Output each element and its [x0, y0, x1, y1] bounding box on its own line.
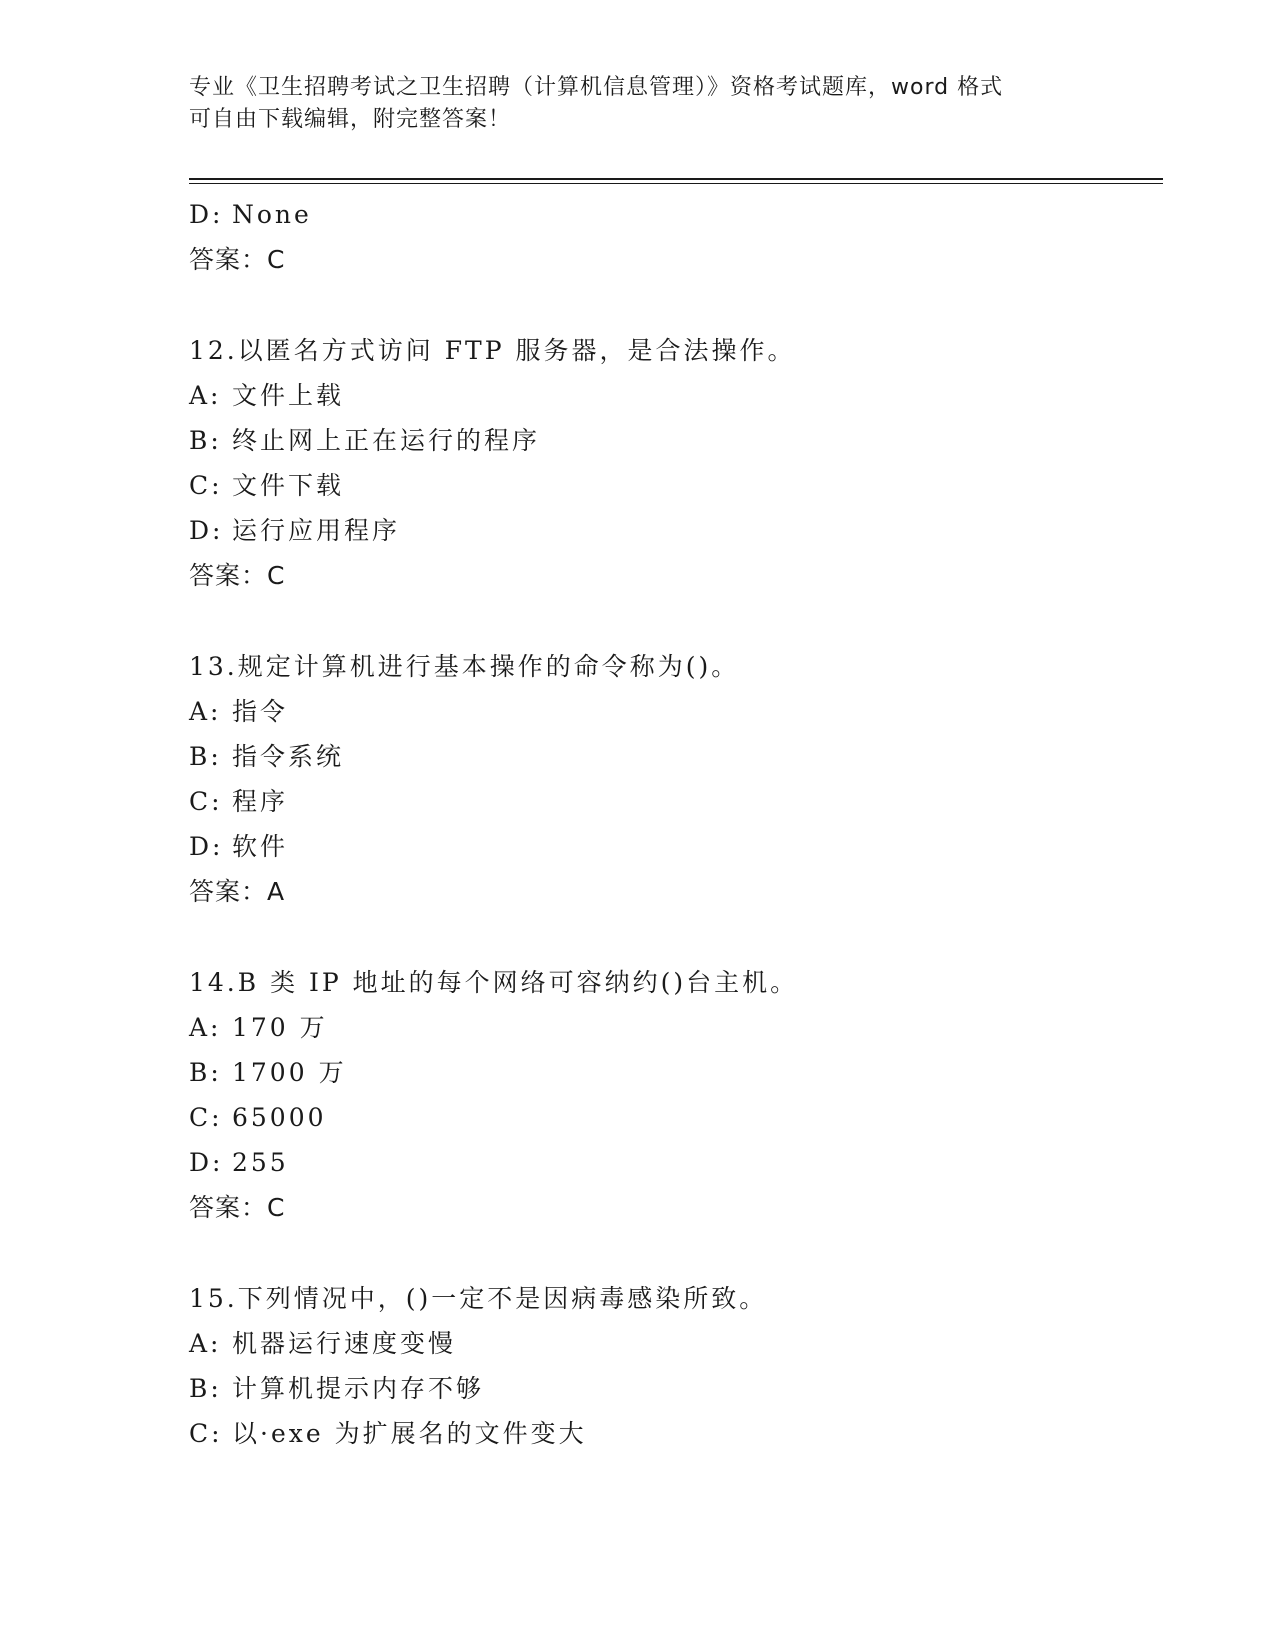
option-line [189, 1005, 1139, 1050]
option-letter: A: [189, 1329, 222, 1358]
option-letter: C: [189, 471, 223, 500]
option-letter: A: [189, 381, 222, 410]
option-line [189, 1321, 1139, 1366]
question-stem: 13.规定计算机进行基本操作的命令称为()。 [189, 652, 740, 681]
option-text: 指令 [232, 697, 289, 726]
document-header [189, 72, 1089, 136]
header-line-2: 可自由下载编辑，附完整答案！ [189, 107, 512, 132]
option-line [189, 192, 1139, 237]
answer-line: 答案：C [189, 1193, 286, 1222]
option-letter: D: [189, 516, 224, 545]
option-line [189, 1366, 1139, 1411]
question-stem: 14.B 类 IP 地址的每个网络可容纳约()台主机。 [189, 968, 799, 997]
option-line [189, 824, 1139, 869]
option-line [189, 1050, 1139, 1095]
question-block [189, 644, 1139, 915]
option-text: 运行应用程序 [232, 516, 401, 545]
option-line [189, 373, 1139, 418]
option-line [189, 463, 1139, 508]
option-letter: C: [189, 787, 223, 816]
option-text: 机器运行速度变慢 [232, 1329, 457, 1358]
option-letter: B: [189, 426, 222, 455]
option-letter: B: [189, 742, 222, 771]
option-line [189, 779, 1139, 824]
option-text: 软件 [232, 832, 289, 861]
option-letter: A: [189, 697, 222, 726]
option-line [189, 1140, 1139, 1185]
option-text: 65000 [232, 1103, 327, 1132]
option-text: 程序 [232, 787, 289, 816]
question-list [189, 192, 1139, 1456]
option-text: 文件上载 [232, 381, 345, 410]
option-line [189, 508, 1139, 553]
option-text: 170 万 [232, 1013, 328, 1042]
option-text: 计算机提示内存不够 [232, 1374, 485, 1403]
question-block [189, 960, 1139, 1231]
header-line-1: 专业《卫生招聘考试之卫生招聘（计算机信息管理）》资格考试题库，word 格式 [189, 75, 1004, 100]
option-text: 终止网上正在运行的程序 [232, 426, 541, 455]
option-letter: D: [189, 832, 224, 861]
option-letter: B: [189, 1058, 222, 1087]
option-letter: C: [189, 1103, 223, 1132]
option-letter: B: [189, 1374, 222, 1403]
option-text: 1700 万 [232, 1058, 347, 1087]
answer-line: 答案：C [189, 245, 286, 274]
question-block [189, 1276, 1139, 1456]
option-letter: A: [189, 1013, 222, 1042]
header-divider-thick [189, 178, 1163, 180]
option-line [189, 418, 1139, 463]
option-letter: D: [189, 1148, 224, 1177]
option-line [189, 734, 1139, 779]
option-line [189, 1095, 1139, 1140]
option-text: 255 [232, 1148, 289, 1177]
option-letter: C: [189, 1419, 223, 1448]
option-text: 文件下载 [232, 471, 345, 500]
question-stem: 15.下列情况中，()一定不是因病毒感染所致。 [189, 1284, 768, 1313]
answer-line: 答案：C [189, 561, 286, 590]
option-text: None [232, 200, 312, 229]
answer-line: 答案：A [189, 877, 286, 906]
option-text: 以·exe 为扩展名的文件变大 [232, 1419, 587, 1448]
option-line [189, 1411, 1139, 1456]
option-text: 指令系统 [232, 742, 345, 771]
header-divider-thin [189, 183, 1163, 184]
option-line [189, 689, 1139, 734]
question-stem: 12.以匿名方式访问 FTP 服务器，是合法操作。 [189, 336, 796, 365]
option-letter: D: [189, 200, 224, 229]
question-block [189, 328, 1139, 599]
